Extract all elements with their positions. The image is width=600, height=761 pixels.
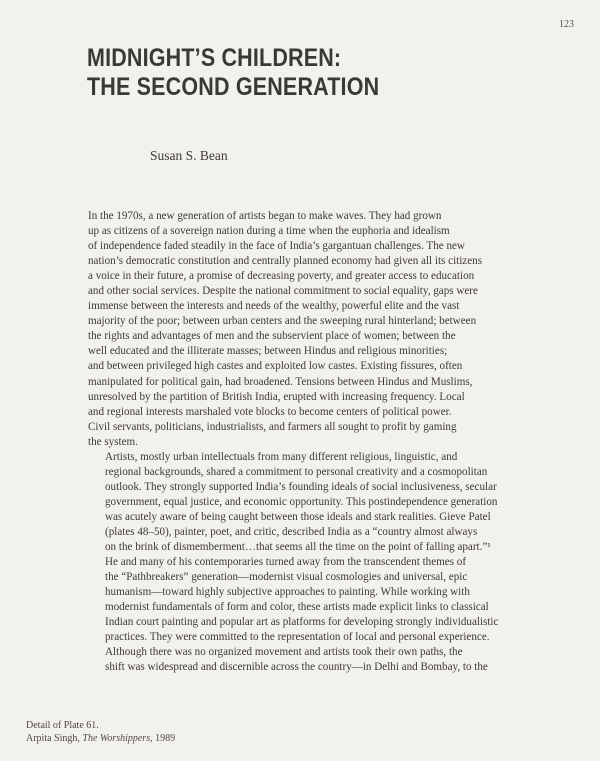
text-line: up as citizens of a sovereign nation during a time when the euphoria and idealism bbox=[88, 225, 450, 238]
text-line: and regional interests marshaled vote blocks to become centers of political power. bbox=[88, 405, 452, 418]
text-line: outlook. They strongly supported India’s founding ideals of social inclusiveness, secular bbox=[105, 480, 497, 493]
caption-artist: Arpita Singh, bbox=[26, 732, 83, 744]
text-line: practices. They were committed to the representation of local and personal experience. bbox=[105, 631, 490, 644]
text-line: a voice in their future, a promise of decreasing poverty, and greater access to education bbox=[88, 270, 475, 283]
text-line: Although there was no organized movement and artists took their own paths, the bbox=[105, 646, 463, 659]
text-line: humanism—toward highly subjective approaches to painting. While working with bbox=[105, 586, 470, 599]
chapter-title-line-1: MIDNIGHT’S CHILDREN: bbox=[87, 44, 342, 72]
text-line: regional backgrounds, shared a commitment to personal creativity and a cosmopolitan bbox=[105, 465, 488, 478]
text-line: (plates 48–50), painter, poet, and critic, described India as a “country almost always bbox=[105, 525, 478, 538]
text-line: Indian court painting and popular art as platforms for developing strongly individualistic bbox=[105, 616, 499, 629]
body-text bbox=[88, 209, 528, 675]
plate-caption bbox=[26, 720, 175, 745]
text-line: modernist fundamentals of form and color, these artists made explicit links to classical bbox=[105, 601, 489, 614]
text-line: Artists, mostly urban intellectuals from many different religious, linguistic, and bbox=[105, 450, 458, 463]
text-line: nation’s democratic constitution and centrally planned economy had given all its citizens bbox=[88, 255, 483, 268]
text-line: In the 1970s, a new generation of artists began to make waves. They had grown bbox=[88, 210, 442, 222]
text-line: unresolved by the partition of British India, erupted with increasing frequency. Local bbox=[88, 390, 465, 403]
text-line: majority of the poor; between urban centers and the sweeping rural hinterland; between bbox=[88, 315, 477, 328]
text-line: shift was widespread and discernible across the country—in Delhi and Bombay, to the bbox=[105, 661, 488, 674]
caption-detail-line: Detail of Plate 61. bbox=[26, 720, 99, 731]
text-line: manipulated for political gain, had broadened. Tensions between Hindus and Muslims, bbox=[88, 375, 473, 388]
text-line: on the brink of dismemberment…that seems all the time on the point of falling apart.”¹ bbox=[105, 541, 491, 554]
text-line: of independence faded steadily in the face of India’s gargantuan challenges. The new bbox=[88, 240, 465, 253]
text-line: the system. bbox=[88, 435, 138, 448]
caption-year: , 1989 bbox=[150, 732, 176, 744]
chapter-title bbox=[87, 44, 379, 102]
chapter-title-line-2: THE SECOND GENERATION bbox=[87, 73, 380, 101]
paragraph bbox=[88, 209, 528, 450]
text-line: the rights and advantages of men and the subservient place of women; between the bbox=[88, 330, 456, 343]
text-line: government, equal justice, and economic opportunity. This postindependence generation bbox=[105, 495, 498, 508]
paragraph bbox=[88, 450, 528, 646]
text-line: immense between the interests and needs of the wealthy, powerful elite and the vast bbox=[88, 300, 460, 313]
text-line: the “Pathbreakers” generation—modernist visual cosmologies and universal, epic bbox=[105, 571, 468, 584]
author-name: Susan S. Bean bbox=[150, 148, 228, 163]
text-line: and between privileged high castes and exploited low castes. Existing fissures, often bbox=[88, 360, 463, 373]
caption-credit-line bbox=[26, 733, 175, 746]
caption-work-title: The Worshippers bbox=[82, 732, 151, 744]
text-line: He and many of his contemporaries turned away from the transcendent themes of bbox=[105, 556, 467, 569]
text-line: Civil servants, politicians, industrialists, and farmers all sought to profit by gaming bbox=[88, 420, 457, 433]
paragraph bbox=[88, 645, 528, 675]
text-line: well educated and the illiterate masses; between Hindus and religious minorities; bbox=[88, 345, 448, 358]
text-line: and other social services. Despite the national commitment to social equality, gaps were bbox=[88, 285, 478, 298]
text-line: was acutely aware of being caught between those ideals and stark realities. Gieve Patel bbox=[105, 510, 491, 523]
page-number: 123 bbox=[559, 19, 574, 30]
